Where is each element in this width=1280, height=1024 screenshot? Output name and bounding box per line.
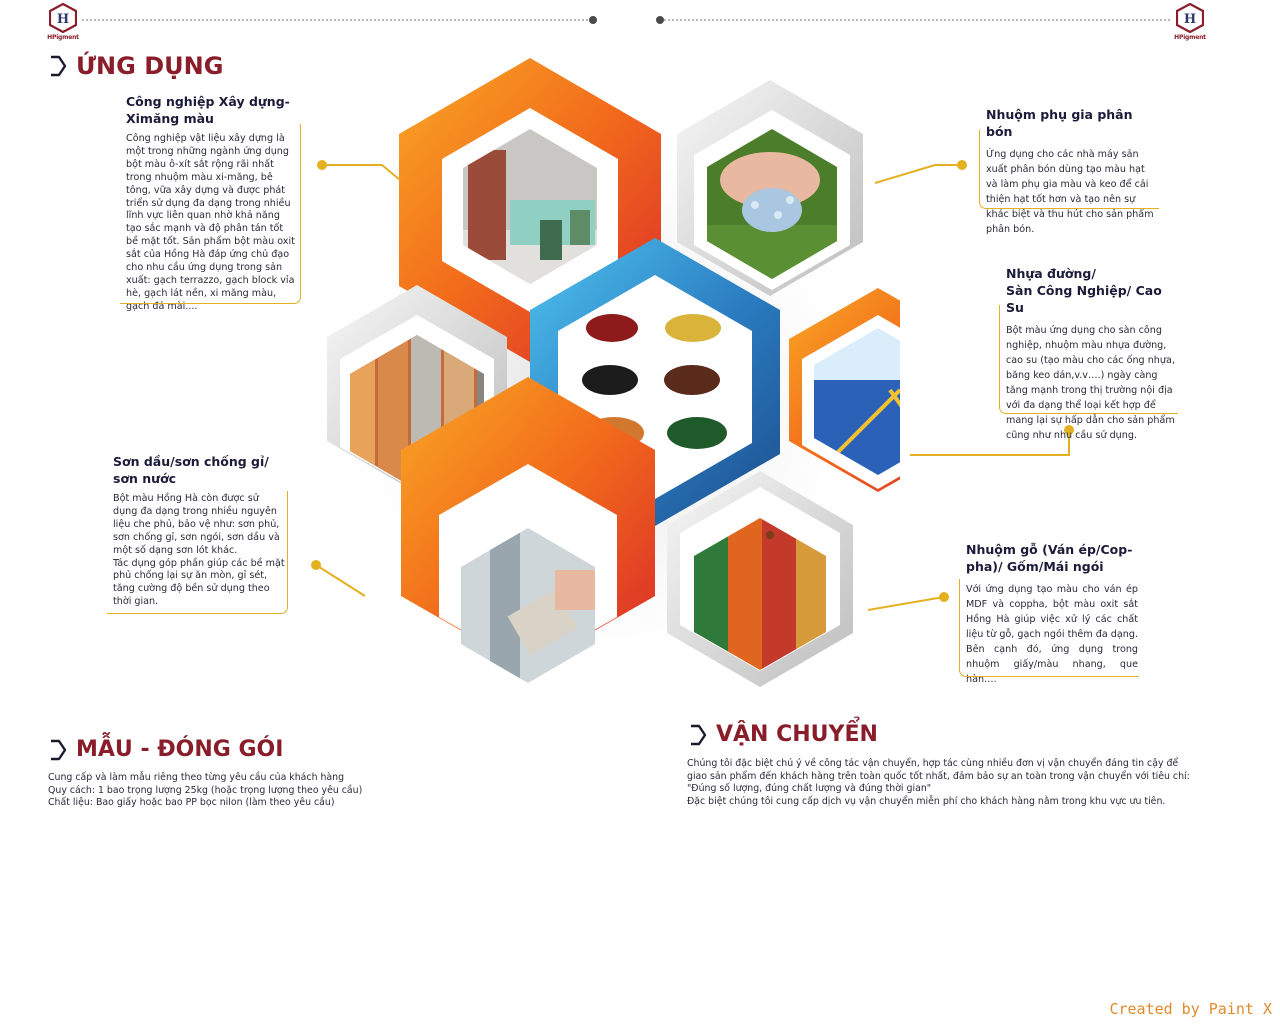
shipping-text	[687, 758, 1199, 808]
chevron-right-icon	[48, 738, 68, 762]
section-label: VẬN CHUYỂN	[716, 722, 878, 747]
packaging-line: Cung cấp và làm mẫu riêng theo từng yêu cầu của khách hàng	[48, 772, 345, 783]
svg-text:H: H	[1183, 12, 1197, 27]
section-title-mau-dong-goi	[48, 737, 283, 762]
application-title: Sơn dầu/sơn chống gỉ/ sơn nước	[113, 454, 269, 486]
text-frame	[107, 491, 288, 614]
text-frame	[979, 130, 1159, 209]
chevron-right-icon	[688, 723, 708, 747]
shipping-line: Đặc biệt chúng tôi cung cấp dịch vụ vận chuyển miễn phí cho khách hàng nằm trong khu vực ưu tiên.	[687, 795, 1166, 807]
packaging-line: Chất liệu: Bao giấy hoặc bao PP bọc nilon (làm theo yêu cầu)	[48, 797, 335, 808]
application-body: Bột màu ứng dụng cho sàn công nghiệp, nhuộm màu nhựa đường, cao su (tạo màu cho các ống nhựa, băng keo dán,v.v….) ngày càng tăng mạnh trong thị trường nội địa với đa dạng thể loại kết hợp để mang lại sự hấp dẫn cho sản phẩm cũng như nhu cầu sử dụng.	[1006, 325, 1175, 441]
section-label: ỨNG DỤNG	[76, 52, 224, 80]
section-label: MẪU - ĐÓNG GÓI	[76, 737, 284, 762]
application-title: Nhuộm gỗ (Ván ép/Cop- pha)/ Gốm/Mái ngói	[966, 542, 1133, 574]
logo-text: HPigment	[1174, 34, 1206, 41]
application-title: Nhựa đường/ Sàn Công Nghiệp/ Cao Su	[1006, 266, 1162, 315]
section-title-van-chuyen	[688, 722, 878, 747]
application-body: Ứng dụng cho các nhà máy sản xuất phân bón dùng tạo màu hạt và làm phụ gia màu và keo để cải thiện hạt tốt hơn và tạo nên sự khác biệt và thu hút cho sản phẩm phân bón.	[986, 149, 1154, 235]
application-body: Công nghiệp vật liệu xây dựng là một trong những ngành ứng dụng bột màu ô-xít sắt rộng rãi nhất trong nhuộm màu xi-măng, bê tông, vữa xây dựng và được phát triển sử dụng đa dạng trong nhiều lĩnh vực liên quan nhờ khả năng tạo sắc mạnh và độ phân tán tốt bề mặt tốt. Sản phẩm bột màu oxit sắt của Hồng Hà đáp ứng chủ đạo cho nhu cầu ứng dụng trong sản xuất: gạch terrazzo, gạch block vỉa hè, gạch lát nền, xi măng màu, gạch đá mài....	[126, 133, 295, 312]
shipping-line: Chúng tôi đặc biệt chú ý về công tác vận chuyển, hợp tác cùng nhiều đơn vị vận chuyển đáng tin cậy để giao sản phẩm đến khách hàng trên toàn quốc tốt nhất, đảm bảo sự an toàn trong vận chuyển với tiêu chí: "Đúng số lượng, đúng chất lượng và đúng thời gian"	[687, 758, 1190, 794]
logo-text: HPigment	[47, 34, 79, 41]
svg-text:H: H	[56, 12, 70, 27]
application-body: Bột màu Hồng Hà còn được sử dụng đa dạng trong nhiều nguyên liệu che phủ, bảo vệ như: sơn phủ, sơn chống gỉ, sơn ngói, sơn dầu và một số dạng sơn lót khác. Tác dụng góp phần giúp các bề mặt phủ chống lại sự ăn mòn, gỉ sét, tăng cường độ bền sử dụng theo thời gian.	[113, 493, 285, 608]
application-body: Với ứng dụng tạo màu cho ván ép MDF và coppha, bột màu oxit sắt Hồng Hà giúp việc xử lý các chất liệu từ gỗ, gạch ngói thêm đa dạng. Bên cạnh đó, ứng dụng trong nhuộm giấy/màu nhang, que hàn….	[966, 584, 1138, 685]
application-title: Nhuộm phụ gia phân bón	[986, 107, 1133, 139]
packaging-text	[48, 772, 378, 810]
packaging-line: Quy cách: 1 bao trọng lượng 25kg (hoặc trọng lượng theo yêu cầu)	[48, 784, 363, 796]
text-frame	[999, 305, 1178, 414]
creator-credit: Created by Paint X	[1109, 1000, 1272, 1018]
text-frame	[120, 124, 301, 304]
text-frame	[959, 579, 1139, 677]
application-title: Công nghiệp Xây dựng- Ximăng màu	[126, 94, 290, 126]
